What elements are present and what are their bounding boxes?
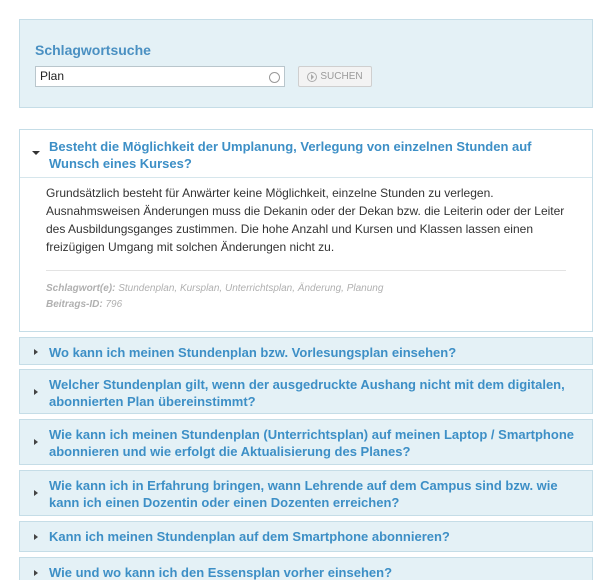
faq-header[interactable] — [20, 370, 592, 416]
faq-question: Wie und wo kann ich den Essensplan vorher einsehen? — [49, 565, 393, 580]
search-button-label: SUCHEN — [320, 71, 363, 82]
faq-item[interactable] — [19, 470, 593, 516]
post-id-value: 796 — [105, 299, 123, 310]
faq-answer: Grundsätzlich besteht für Anwärter keine Möglichkeit, einzelne Stunden zu verlegen. Ausnahmsweisen Änderungen muss die Dekanin oder der Dekan bzw. die Leiterin oder der Leiter des Ausbildungsganges zustimmen. Die hohe Anzahl und Kursen und Klassen lassen einen freizügigen Umgang mit solchen Änderungen nicht zu. — [46, 186, 565, 254]
faq-question: Wie kann ich in Erfahrung bringen, wann Lehrende auf dem Campus sind bzw. wie kann ich einen Dozentin oder einen Dozenten erreichen? — [49, 478, 558, 510]
expand-arrow-icon — [34, 349, 38, 355]
post-id-line — [46, 297, 566, 313]
faq-header[interactable] — [20, 338, 592, 367]
keywords-label: Schlagwort(e): — [46, 283, 116, 294]
expand-arrow-icon — [34, 534, 38, 540]
faq-item[interactable] — [19, 521, 593, 552]
faq-item[interactable] — [19, 337, 593, 365]
search-go-icon — [307, 72, 317, 82]
faq-question: Kann ich meinen Stundenplan auf dem Smartphone abonnieren? — [49, 529, 450, 544]
expand-arrow-icon — [34, 389, 38, 395]
keywords-value: Stundenplan, Kursplan, Unterrichtsplan, Änderung, Planung — [118, 283, 384, 294]
search-button[interactable] — [298, 66, 372, 87]
faq-item[interactable] — [19, 419, 593, 465]
clear-search-icon[interactable] — [269, 72, 280, 83]
search-panel — [19, 19, 593, 108]
collapse-arrow-icon — [32, 151, 40, 155]
faq-answer-panel — [20, 178, 592, 323]
search-title: Schlagwortsuche — [35, 42, 151, 58]
faq-header[interactable] — [20, 130, 592, 178]
post-id-label: Beitrags-ID: — [46, 299, 103, 310]
faq-question: Welcher Stundenplan gilt, wenn der ausgedruckte Aushang nicht mit dem digitalen, abonnierten Plan übereinstimmt? — [49, 377, 565, 409]
faq-item-open — [19, 129, 593, 332]
faq-item[interactable] — [19, 557, 593, 580]
expand-arrow-icon — [34, 439, 38, 445]
faq-question: Besteht die Möglichkeit der Umplanung, Verlegung von einzelnen Stunden auf Wunsch eines Kurses? — [49, 139, 532, 171]
search-field — [35, 66, 285, 87]
divider — [46, 270, 566, 271]
faq-header[interactable] — [20, 558, 592, 580]
expand-arrow-icon — [34, 570, 38, 576]
faq-question: Wie kann ich meinen Stundenplan (Unterrichtsplan) auf meinen Laptop / Smartphone abonnieren und wie erfolgt die Aktualisierung des Planes? — [49, 427, 574, 459]
expand-arrow-icon — [34, 490, 38, 496]
faq-header[interactable] — [20, 522, 592, 551]
faq-header[interactable] — [20, 420, 592, 466]
faq-item[interactable] — [19, 369, 593, 414]
faq-header[interactable] — [20, 471, 592, 517]
faq-question: Wo kann ich meinen Stundenplan bzw. Vorlesungsplan einsehen? — [49, 345, 457, 360]
search-input[interactable] — [36, 67, 266, 86]
keywords-line — [46, 281, 566, 297]
